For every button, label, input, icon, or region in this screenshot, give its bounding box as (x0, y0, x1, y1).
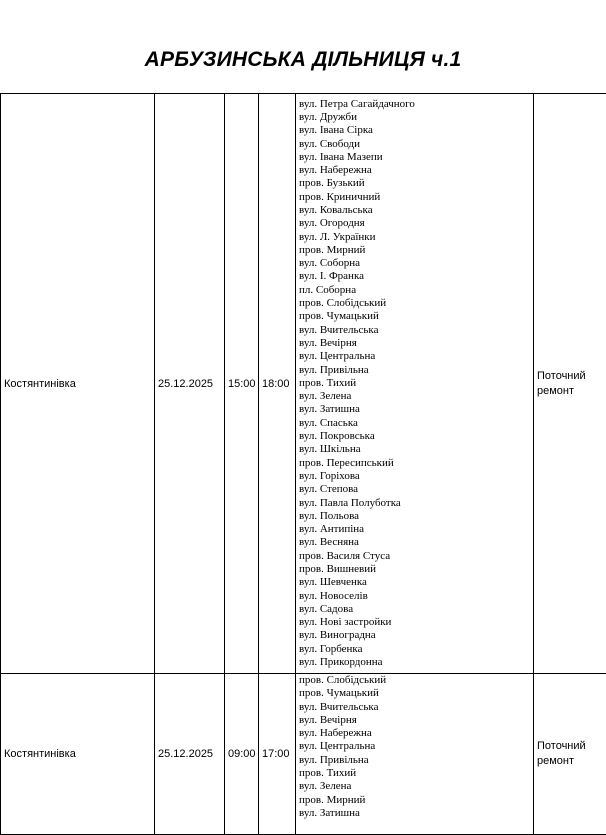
work-type-cell: Поточний ремонт (534, 94, 606, 674)
date-cell: 25.12.2025 (155, 94, 225, 674)
date-cell: 25.12.2025 (155, 674, 225, 835)
street-item: пров. Мирний (299, 244, 533, 257)
street-item: пров. Вишневий (299, 563, 533, 576)
street-item: вул. Вечірня (299, 714, 533, 727)
street-item: вул. Весняна (299, 536, 533, 549)
street-item: вул. Шевченка (299, 576, 533, 589)
street-item: вул. Свободи (299, 138, 533, 151)
page-title: АРБУЗИНСЬКА ДІЛЬНИЦЯ ч.1 (0, 48, 606, 72)
work-type-cell: Поточний ремонт (534, 674, 606, 835)
streets-cell (296, 674, 534, 835)
street-item: вул. Горбенка (299, 643, 533, 656)
street-item: пров. Тихий (299, 377, 533, 390)
street-item: пров. Тихий (299, 767, 533, 780)
street-item: пров. Чумацький (299, 687, 533, 700)
street-item: пров. Чумацький (299, 310, 533, 323)
street-item: вул. Садова (299, 603, 533, 616)
street-item: вул. Вчительська (299, 701, 533, 714)
street-item: пров. Пересипський (299, 457, 533, 470)
settlement-cell: Костянтинівка (1, 94, 155, 674)
street-item: вул. Центральна (299, 350, 533, 363)
street-item: вул. Зелена (299, 390, 533, 403)
street-item: вул. Дружби (299, 111, 533, 124)
start-time-cell: 09:00 (225, 674, 259, 835)
end-time-cell: 17:00 (259, 674, 296, 835)
street-item: вул. Новоселів (299, 590, 533, 603)
street-item: пл. Соборна (299, 284, 533, 297)
street-item: вул. Покровська (299, 430, 533, 443)
street-item: вул. Вчительська (299, 324, 533, 337)
street-item: вул. І. Франка (299, 270, 533, 283)
street-item: пров. Мирний (299, 794, 533, 807)
street-item: вул. Соборна (299, 257, 533, 270)
street-item: вул. Антипіна (299, 523, 533, 536)
street-item: вул. Польова (299, 510, 533, 523)
street-item: вул. Спаська (299, 417, 533, 430)
street-item: вул. Вечірня (299, 337, 533, 350)
street-item: пров. Бузький (299, 177, 533, 190)
street-item: вул. Шкільна (299, 443, 533, 456)
street-item: вул. Затишна (299, 807, 533, 820)
street-item: вул. Огородня (299, 217, 533, 230)
street-item: вул. Зелена (299, 780, 533, 793)
street-item: вул. Привільна (299, 754, 533, 767)
street-item: вул. Привільна (299, 364, 533, 377)
street-item: вул. Горіхова (299, 470, 533, 483)
street-item: пров. Слобідський (299, 297, 533, 310)
street-item: вул. Виноградна (299, 629, 533, 642)
street-item: вул. Прикордонна (299, 656, 533, 669)
table-row (1, 94, 606, 674)
table-row (1, 674, 606, 835)
street-item: вул. Набережна (299, 727, 533, 740)
street-item: вул. Івана Сірка (299, 124, 533, 137)
street-item: вул. Центральна (299, 740, 533, 753)
settlement-cell: Костянтинівка (1, 674, 155, 835)
street-item: вул. Л. Українки (299, 231, 533, 244)
street-item: вул. Нові застройки (299, 616, 533, 629)
street-item: пров. Криничний (299, 191, 533, 204)
streets-cell (296, 94, 534, 674)
street-item: вул. Павла Полуботка (299, 497, 533, 510)
street-item: вул. Степова (299, 483, 533, 496)
street-item: вул. Петра Сагайдачного (299, 98, 533, 111)
street-item: вул. Затишна (299, 403, 533, 416)
outage-schedule-table (0, 93, 606, 835)
street-item: пров. Василя Стуса (299, 550, 533, 563)
street-item: вул. Ковальська (299, 204, 533, 217)
street-item: пров. Слобідський (299, 674, 533, 687)
street-item: вул. Івана Мазепи (299, 151, 533, 164)
start-time-cell: 15:00 (225, 94, 259, 674)
end-time-cell: 18:00 (259, 94, 296, 674)
street-item: вул. Набережна (299, 164, 533, 177)
